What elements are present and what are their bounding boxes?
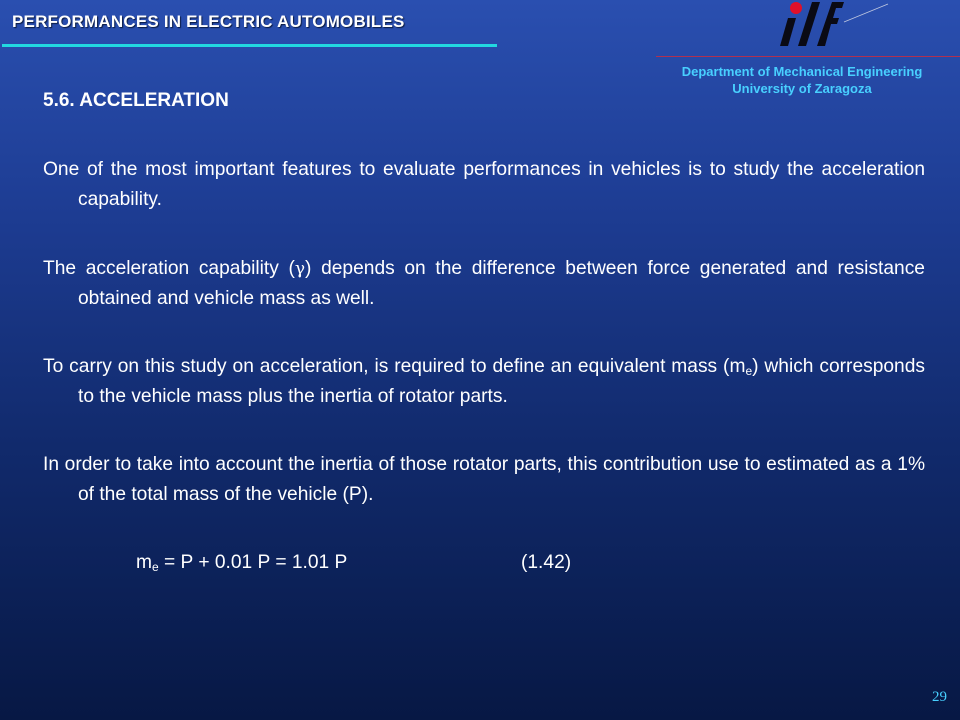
section-title: 5.6. ACCELERATION <box>43 90 229 111</box>
university-name: University of Zaragoza <box>732 81 872 96</box>
department-name: Department of Mechanical Engineering <box>681 64 923 79</box>
department-block <box>652 63 952 97</box>
paragraph-3-text-b: ) which corresponds to the vehicle mass plus the inertia of rotator parts. <box>78 356 925 407</box>
page-number: 29 <box>932 689 947 705</box>
logo-rule <box>656 56 960 57</box>
paragraph-3-subscript: e <box>745 364 753 378</box>
paragraph-3-text-a: To carry on this study on acceleration, is required to define an equivalent mass (m <box>43 356 746 377</box>
paragraph-4: In order to take into account the inertia of those rotator parts, this contribution use to estimated as a 1% of the total mass of the vehicle (P). <box>43 454 925 505</box>
paragraph-3 <box>43 352 925 412</box>
equation-lhs: m <box>136 552 152 573</box>
equation-lhs-subscript: e <box>151 560 159 574</box>
header-title: PERFORMANCES IN ELECTRIC AUTOMOBILES <box>12 12 405 31</box>
gamma-symbol: γ <box>294 259 306 279</box>
paragraph-2-text-a: The acceleration capability ( <box>43 258 295 279</box>
paragraph-2-text-b: ) depends on the difference between force generated and resistance obtained and vehicle mass as well. <box>78 258 925 309</box>
equation-rhs: = P + 0.01 P = 1.01 P <box>158 552 348 573</box>
equation <box>136 548 572 578</box>
university-logo <box>770 0 890 52</box>
header-rule <box>2 44 497 47</box>
paragraph-2 <box>43 254 925 314</box>
paragraph-1: One of the most important features to evaluate performances in vehicles is to study the acceleration capability. <box>43 159 925 210</box>
equation-number: (1.42) <box>521 552 572 573</box>
